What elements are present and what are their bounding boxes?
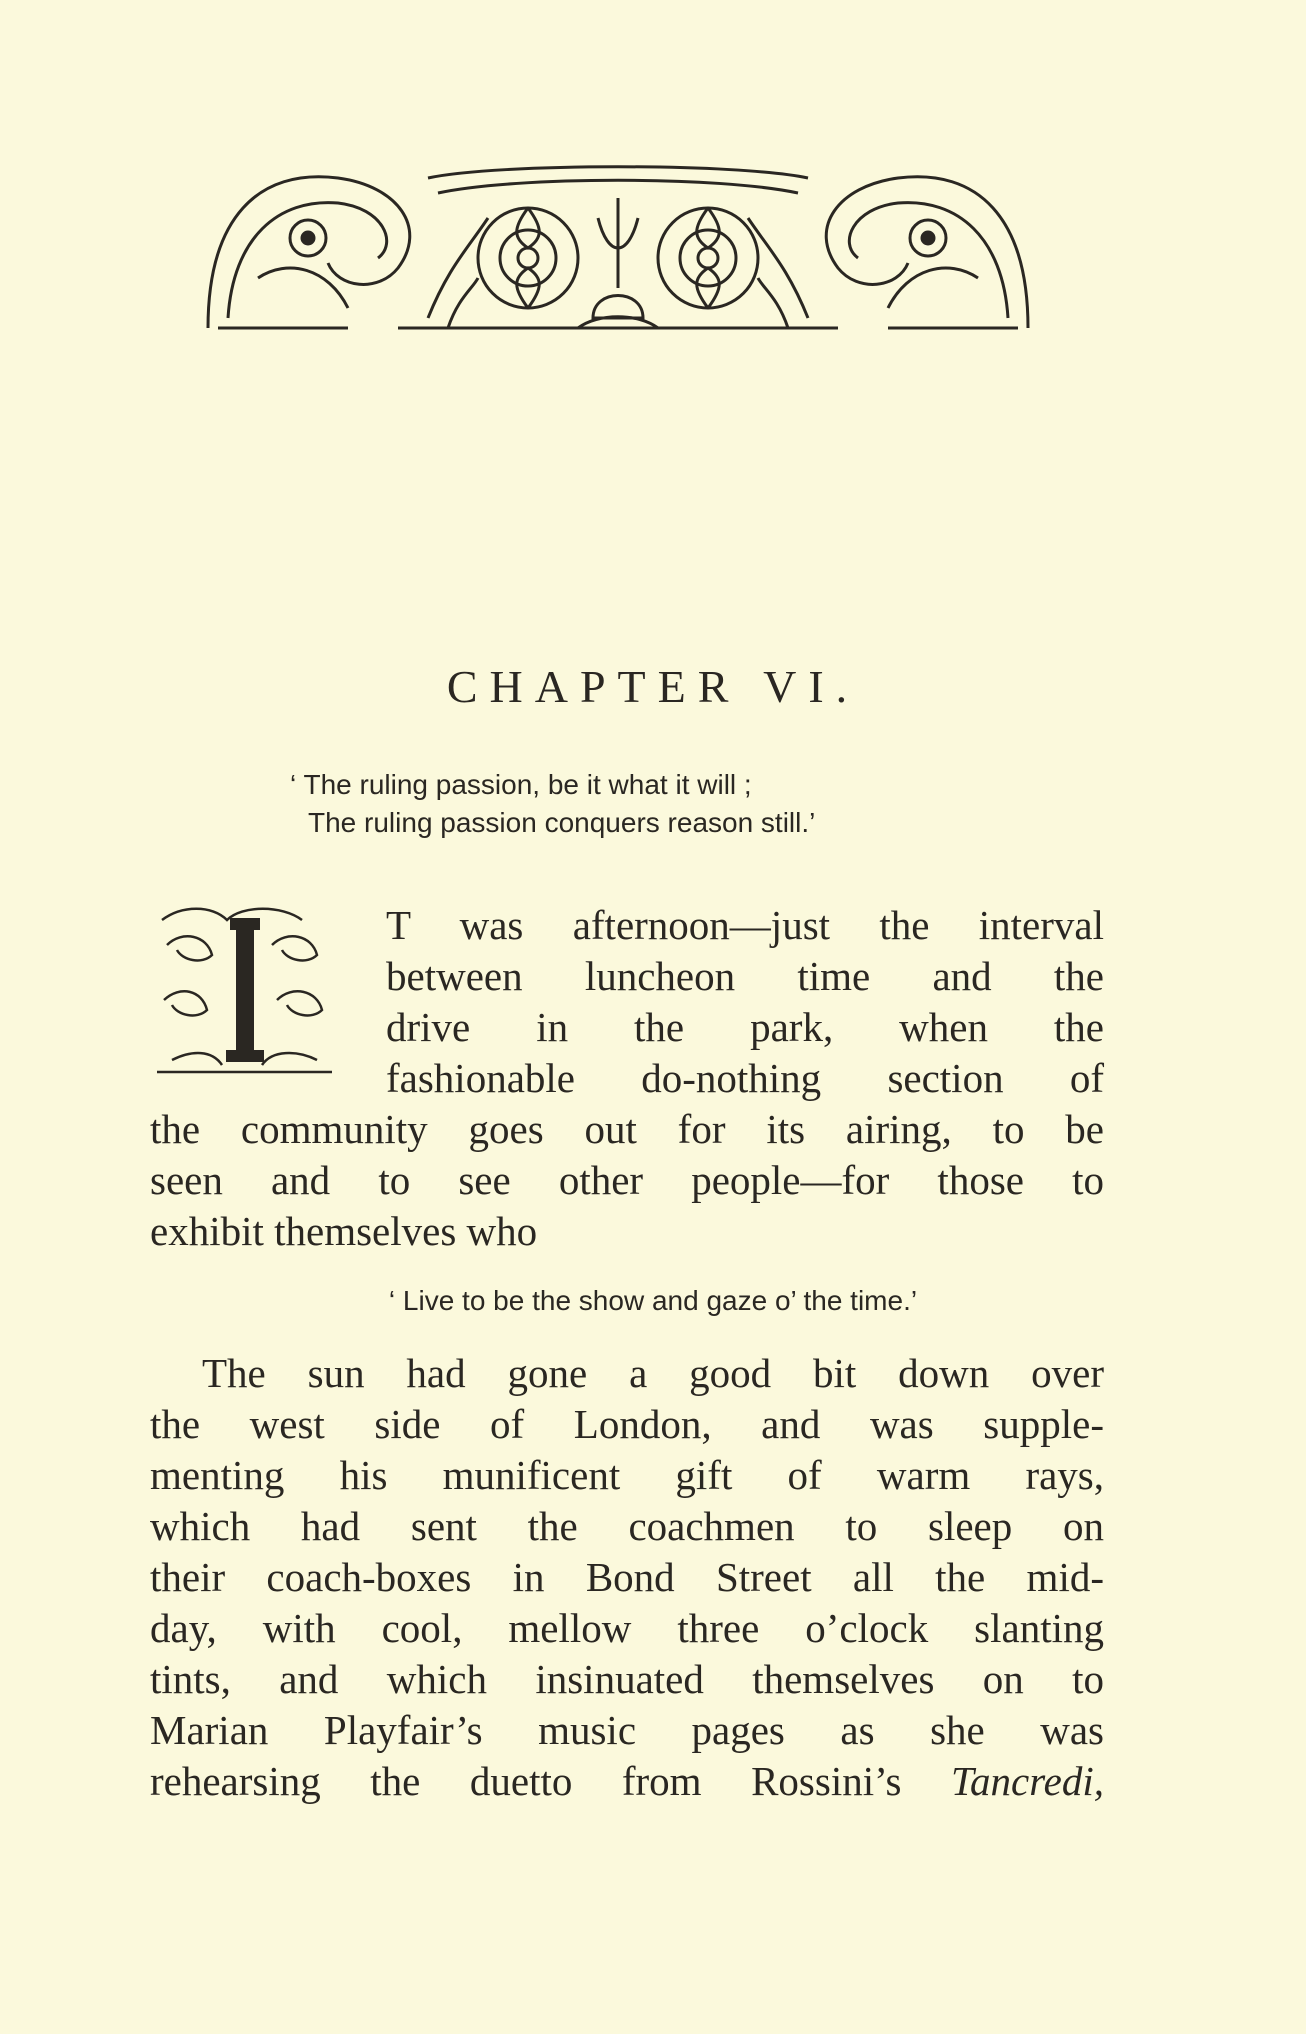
paragraph-2-line: Marian Playfair’s music pages as she was — [150, 1707, 1104, 1753]
epigraph-line-1: ‘ The ruling passion, be it what it will ; — [290, 769, 752, 800]
ornamental-headpiece — [198, 158, 1038, 338]
chapter-title: CHAPTER VI. — [446, 661, 860, 712]
paragraph-1-line: seen and to see other people—for those to — [150, 1157, 1104, 1203]
paragraph-1-line: fashionable do-nothing section of — [386, 1055, 1104, 1101]
paragraph-1-line: between luncheon time and the — [386, 953, 1104, 999]
inline-quote: ‘ Live to be the show and gaze o’ the time.’ — [388, 1285, 918, 1316]
drop-cap-text: I — [152, 900, 153, 901]
paragraph-1-line: exhibit themselves who — [150, 1208, 538, 1254]
opera-title: Tancredi, — [950, 1758, 1104, 1804]
paragraph-2-last-line — [150, 1756, 1104, 1807]
paragraph-1-line: the community goes out for its airing, to be — [150, 1106, 1104, 1152]
paragraph-2 — [150, 1348, 1104, 1807]
epigraph-line-2: The ruling passion conquers reason still.’ — [308, 807, 816, 838]
paragraph-2-line: the west side of London, and was supple- — [150, 1401, 1104, 1447]
paragraph-2-line: which had sent the coachmen to sleep on — [150, 1503, 1104, 1549]
paragraph-1-line: T was afternoon—just the interval — [386, 902, 1104, 948]
paragraph-1-line: drive in the park, when the — [386, 1004, 1104, 1050]
epigraph — [290, 766, 990, 842]
last-line-text: rehearsing the duetto from Rossini’s — [150, 1758, 951, 1804]
paragraph-2-line: The sun had gone a good bit down over — [202, 1350, 1104, 1396]
paragraph-2-line: menting his munificent gift of warm rays, — [150, 1452, 1104, 1498]
paragraph-2-line: day, with cool, mellow three o’clock slanting — [150, 1605, 1104, 1651]
paragraph-1 — [150, 900, 1104, 1257]
paragraph-2-line: their coach-boxes in Bond Street all the mid- — [150, 1554, 1104, 1600]
paragraph-2-line: tints, and which insinuated themselves on to — [150, 1656, 1104, 1702]
